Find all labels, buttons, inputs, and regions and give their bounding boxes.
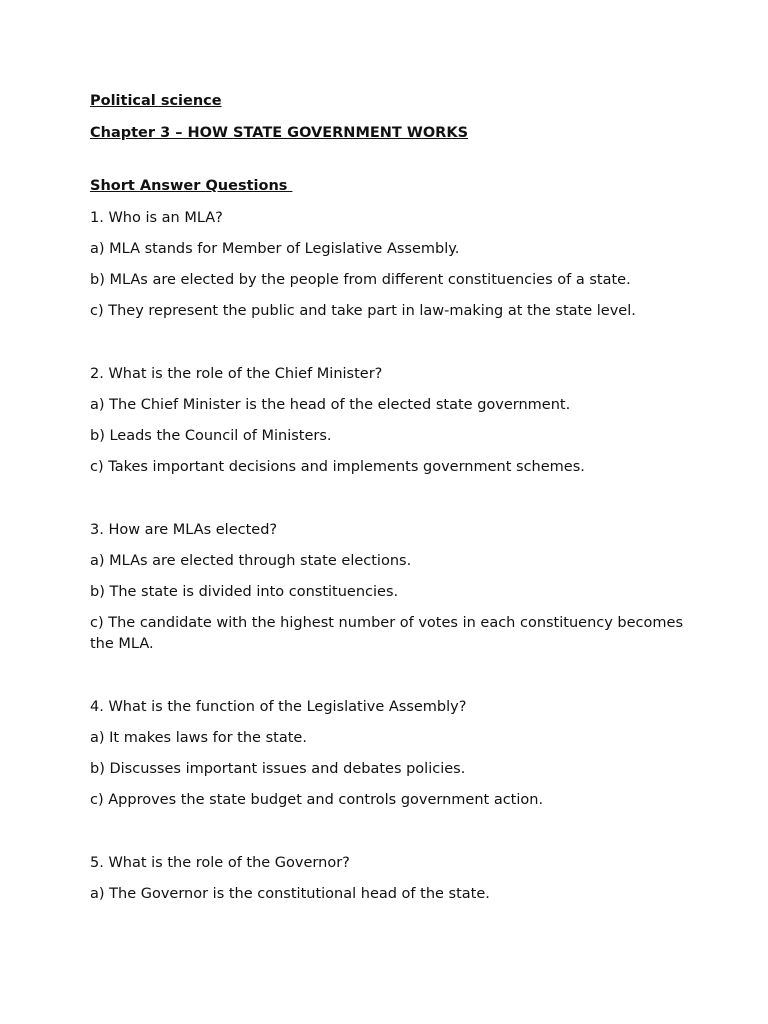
question-block [90,208,710,322]
question-text: 5. What is the role of the Governor? [90,855,350,871]
answer-point: b) MLAs are elected by the people from different constituencies of a state. [90,272,631,288]
question-text: 3. How are MLAs elected? [90,522,278,538]
answer-point: b) The state is divided into constituencies. [90,584,399,600]
section-heading: Short Answer Questions [90,178,293,194]
question-block [90,364,710,478]
answer-point: c) The candidate with the highest number of votes in each constituency becomes the MLA. [90,615,683,652]
question-block [90,853,710,905]
answer-point: c) Takes important decisions and implements government schemes. [90,459,585,475]
question-block [90,697,710,811]
chapter-title: Chapter 3 – HOW STATE GOVERNMENT WORKS [90,125,469,141]
document-page [90,91,710,915]
answer-point: b) Leads the Council of Ministers. [90,428,332,444]
answer-point: a) The Governor is the constitutional head of the state. [90,886,490,902]
answer-point: a) MLA stands for Member of Legislative Assembly. [90,241,460,257]
subject-heading: Political science [90,93,222,109]
question-text: 1. Who is an MLA? [90,210,223,226]
question-text: 4. What is the function of the Legislative Assembly? [90,699,467,715]
answer-point: c) Approves the state budget and controls government action. [90,792,544,808]
question-block [90,520,710,655]
answer-point: b) Discusses important issues and debates policies. [90,761,466,777]
answer-point: a) The Chief Minister is the head of the elected state government. [90,397,571,413]
answer-point: c) They represent the public and take part in law-making at the state level. [90,303,636,319]
question-text: 2. What is the role of the Chief Minister? [90,366,383,382]
answer-point: a) MLAs are elected through state elections. [90,553,412,569]
answer-point: a) It makes laws for the state. [90,730,307,746]
